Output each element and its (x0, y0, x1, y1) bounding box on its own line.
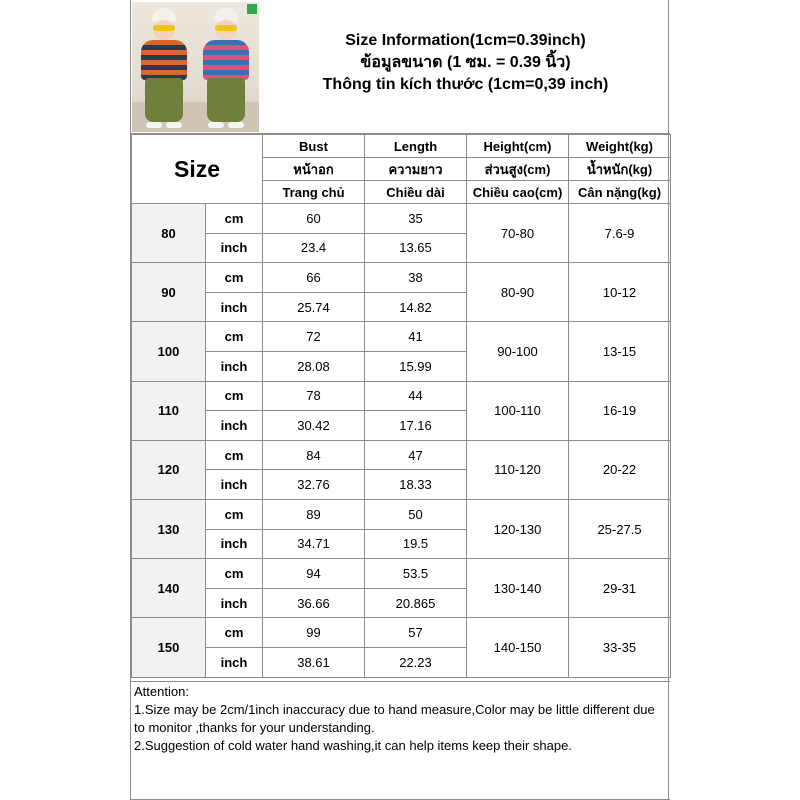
unit-cm: cm (206, 618, 263, 648)
title-english: Size Information(1cm=0.39inch) (345, 32, 586, 49)
height-range: 140-150 (467, 618, 569, 677)
length-cm: 41 (365, 322, 467, 352)
size-table (131, 134, 671, 678)
notes-line-1: 1.Size may be 2cm/1inch inaccuracy due to hand measure,Color may be little different due to monitor ,thanks for your understanding. (134, 702, 655, 735)
unit-cm: cm (206, 559, 263, 589)
height-range: 90-100 (467, 322, 569, 381)
header-weight-vi: Cân nặng(kg) (569, 181, 671, 204)
corner-badge-icon (247, 4, 257, 14)
unit-inch: inch (206, 647, 263, 677)
length-inch: 22.23 (365, 647, 467, 677)
table-row (132, 322, 671, 352)
height-range: 130-140 (467, 559, 569, 618)
length-inch: 20.865 (365, 588, 467, 618)
unit-inch: inch (206, 411, 263, 441)
child-model-left (136, 8, 192, 130)
size-table-body (132, 135, 671, 678)
height-range: 70-80 (467, 204, 569, 263)
table-row (132, 618, 671, 648)
bust-inch: 30.42 (263, 411, 365, 441)
unit-inch: inch (206, 351, 263, 381)
length-inch: 13.65 (365, 233, 467, 263)
size-value: 100 (132, 322, 206, 381)
length-inch: 18.33 (365, 470, 467, 500)
header-weight-en: Weight(kg) (569, 135, 671, 158)
size-chart-sheet (130, 0, 669, 800)
height-range: 100-110 (467, 381, 569, 440)
notes-line-2: 2.Suggestion of cold water hand washing,it can help items keep their shape. (134, 738, 572, 753)
length-cm: 38 (365, 263, 467, 293)
unit-cm: cm (206, 263, 263, 293)
title-vietnamese: Thông tin kích thước (1cm=0,39 inch) (322, 76, 609, 93)
unit-inch: inch (206, 529, 263, 559)
size-value: 130 (132, 499, 206, 558)
length-cm: 53.5 (365, 559, 467, 589)
size-value: 110 (132, 381, 206, 440)
height-range: 110-120 (467, 440, 569, 499)
unit-cm: cm (206, 204, 263, 234)
unit-cm: cm (206, 381, 263, 411)
size-info-titles (261, 30, 670, 96)
product-photo (132, 2, 259, 132)
length-inch: 15.99 (365, 351, 467, 381)
table-row (132, 204, 671, 234)
length-cm: 50 (365, 499, 467, 529)
header-block (131, 0, 670, 134)
bust-inch: 34.71 (263, 529, 365, 559)
attention-notes (131, 681, 670, 800)
bust-inch: 38.61 (263, 647, 365, 677)
header-row-english (132, 135, 671, 158)
weight-range: 20-22 (569, 440, 671, 499)
table-row (132, 440, 671, 470)
unit-cm: cm (206, 440, 263, 470)
bust-cm: 66 (263, 263, 365, 293)
bust-cm: 89 (263, 499, 365, 529)
bust-cm: 84 (263, 440, 365, 470)
size-value: 90 (132, 263, 206, 322)
bust-inch: 25.74 (263, 292, 365, 322)
size-value: 80 (132, 204, 206, 263)
bust-cm: 94 (263, 559, 365, 589)
header-bust-th: หน้าอก (263, 158, 365, 181)
size-header: Size (132, 135, 263, 204)
weight-range: 16-19 (569, 381, 671, 440)
header-length-th: ความยาว (365, 158, 467, 181)
size-value: 140 (132, 559, 206, 618)
notes-heading: Attention: (134, 684, 189, 699)
length-inch: 14.82 (365, 292, 467, 322)
length-cm: 47 (365, 440, 467, 470)
unit-cm: cm (206, 322, 263, 352)
bust-inch: 23.4 (263, 233, 365, 263)
weight-range: 29-31 (569, 559, 671, 618)
header-length-en: Length (365, 135, 467, 158)
table-row (132, 263, 671, 293)
length-cm: 44 (365, 381, 467, 411)
unit-cm: cm (206, 499, 263, 529)
header-weight-th: น้ำหนัก(kg) (569, 158, 671, 181)
child-model-right (198, 8, 254, 130)
header-length-vi: Chiều dài (365, 181, 467, 204)
length-cm: 35 (365, 204, 467, 234)
unit-inch: inch (206, 233, 263, 263)
length-inch: 19.5 (365, 529, 467, 559)
weight-range: 13-15 (569, 322, 671, 381)
unit-inch: inch (206, 292, 263, 322)
header-height-en: Height(cm) (467, 135, 569, 158)
size-value: 120 (132, 440, 206, 499)
weight-range: 7.6-9 (569, 204, 671, 263)
header-bust-en: Bust (263, 135, 365, 158)
table-row (132, 381, 671, 411)
bust-cm: 99 (263, 618, 365, 648)
weight-range: 10-12 (569, 263, 671, 322)
table-row (132, 559, 671, 589)
height-range: 80-90 (467, 263, 569, 322)
bust-inch: 32.76 (263, 470, 365, 500)
weight-range: 33-35 (569, 618, 671, 677)
header-height-th: ส่วนสูง(cm) (467, 158, 569, 181)
length-inch: 17.16 (365, 411, 467, 441)
bust-inch: 36.66 (263, 588, 365, 618)
size-value: 150 (132, 618, 206, 677)
weight-range: 25-27.5 (569, 499, 671, 558)
bust-cm: 78 (263, 381, 365, 411)
table-row (132, 499, 671, 529)
height-range: 120-130 (467, 499, 569, 558)
unit-inch: inch (206, 470, 263, 500)
unit-inch: inch (206, 588, 263, 618)
header-bust-vi: Trang chủ (263, 181, 365, 204)
title-thai: ข้อมูลขนาด (1 ซม. = 0.39 นิ้ว) (360, 54, 571, 71)
bust-cm: 72 (263, 322, 365, 352)
bust-cm: 60 (263, 204, 365, 234)
bust-inch: 28.08 (263, 351, 365, 381)
header-height-vi: Chiều cao(cm) (467, 181, 569, 204)
length-cm: 57 (365, 618, 467, 648)
